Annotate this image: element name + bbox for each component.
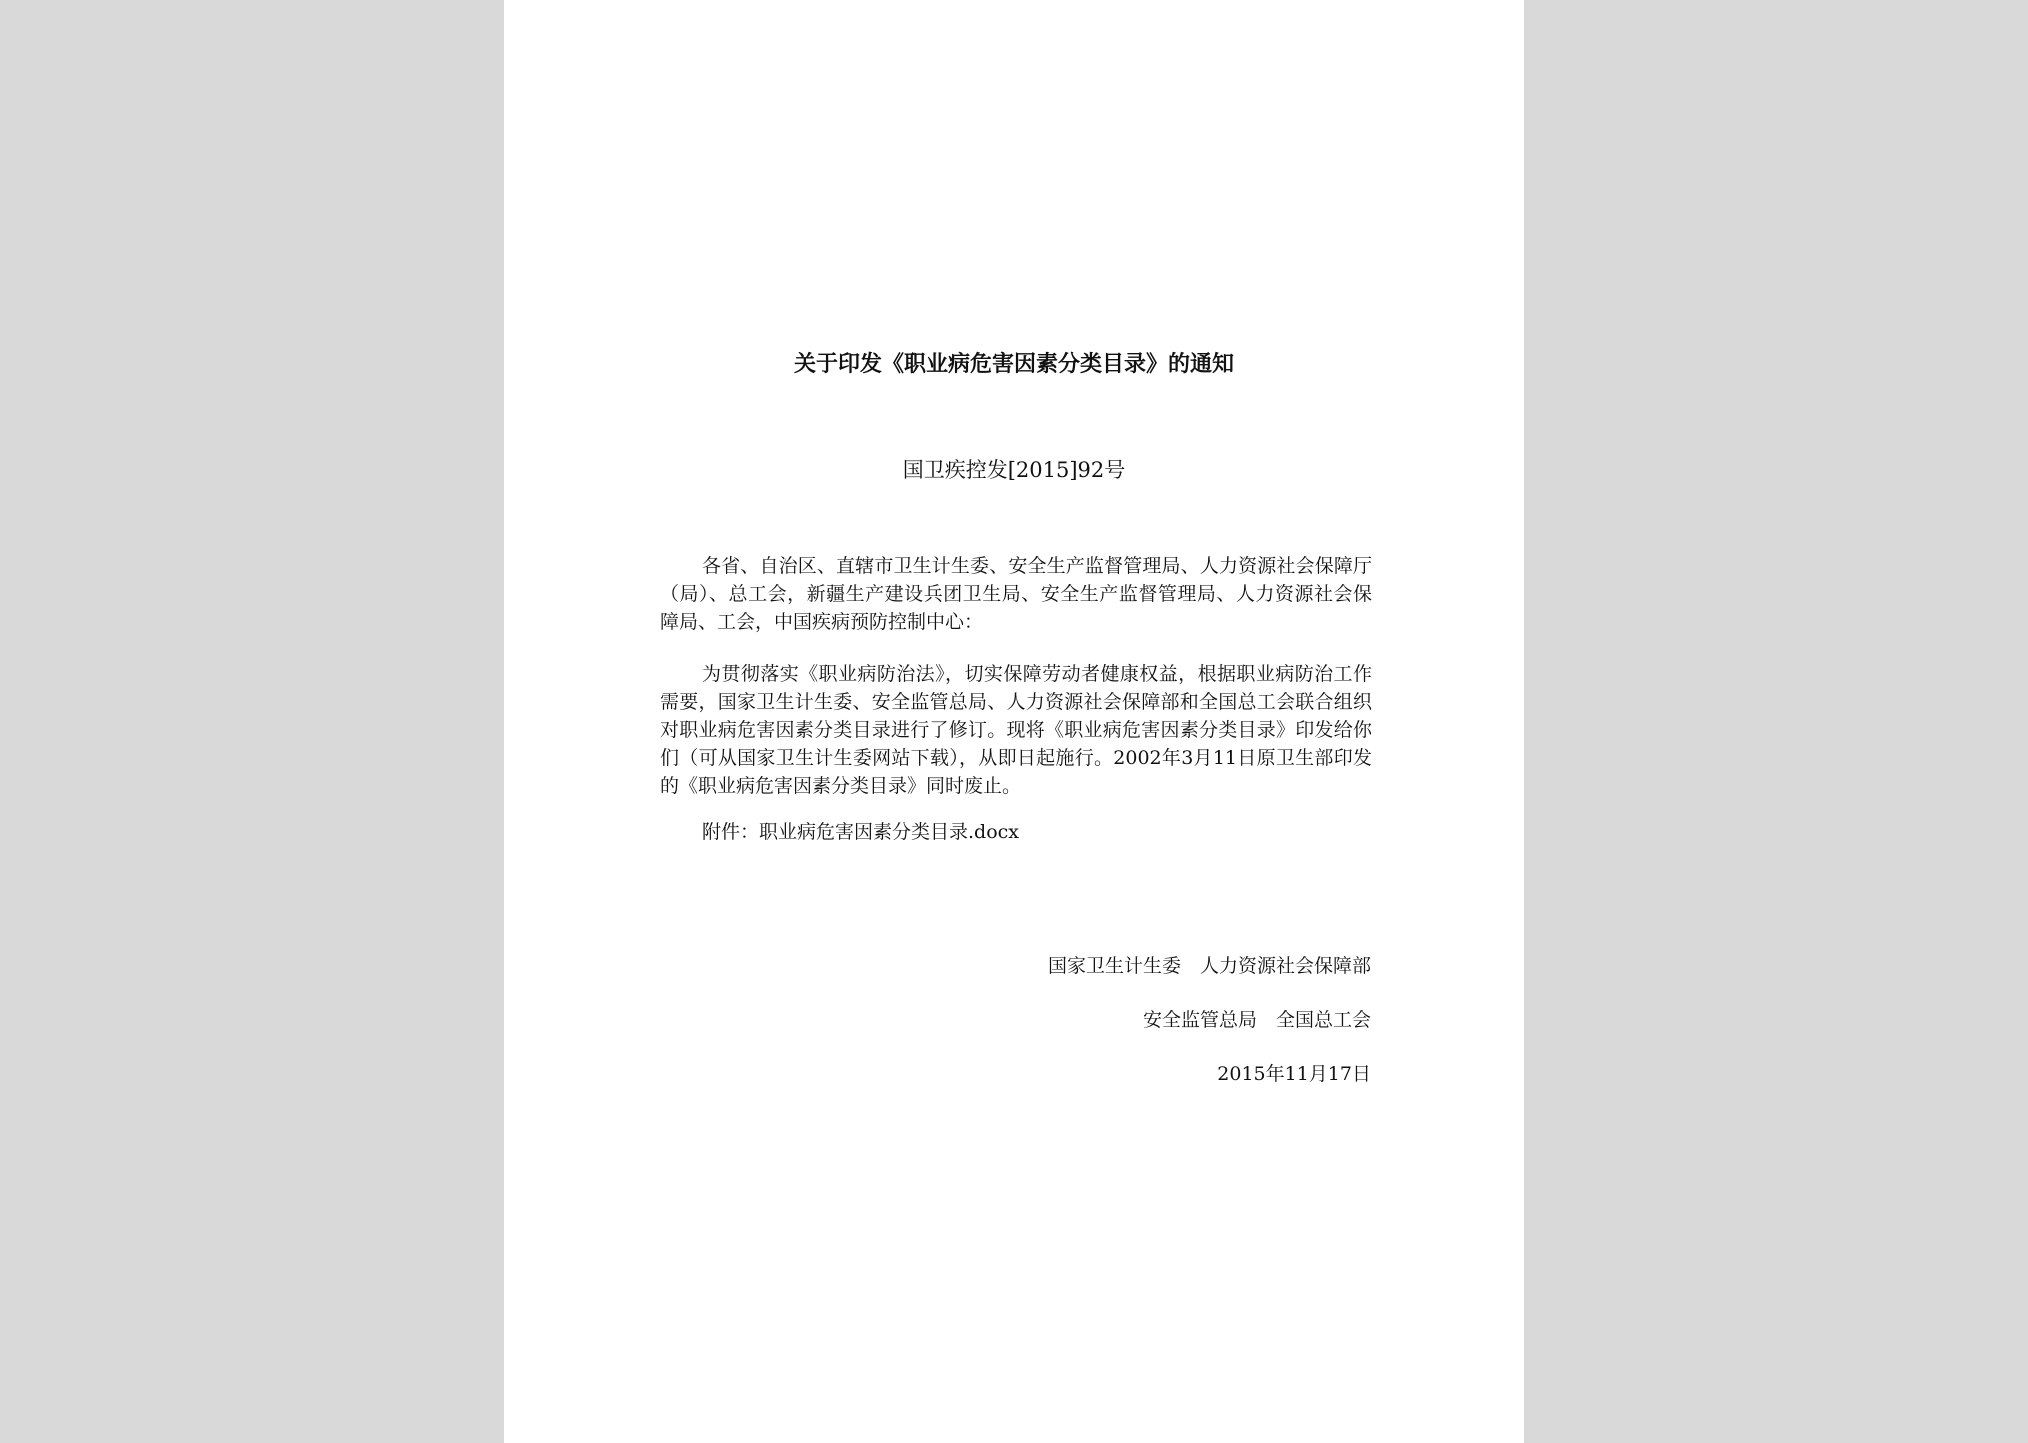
document-number: 国卫疾控发[2015]92号 (902, 458, 1126, 482)
attachment-link[interactable]: 附件：职业病危害因素分类目录.docx (702, 821, 1019, 843)
signatories-line-1: 国家卫生计生委 人力资源社会保障部 (1047, 955, 1371, 977)
issue-date: 2015年11月17日 (1217, 1063, 1371, 1085)
document-title: 关于印发《职业病危害因素分类目录》的通知 (793, 351, 1234, 377)
body-paragraph: 为贯彻落实《职业病防治法》，切实保障劳动者健康权益，根据职业病防治工作需要，国家卫生计生委、安全监管总局、人力资源社会保障部和全国总工会联合组织对职业病危害因素分类目录进行了修订。现将《职业病危害因素分类目录》印发给你们（可从国家卫生计生委网站下载），从即日起施行。2002年3月11日原卫生部印发的《职业病危害因素分类目录》同时废止。 (660, 663, 1372, 797)
document-page (504, 0, 1524, 1443)
addressee-paragraph: 各省、自治区、直辖市卫生计生委、安全生产监督管理局、人力资源社会保障厅（局）、总工会，新疆生产建设兵团卫生局、安全生产监督管理局、人力资源社会保障局、工会，中国疾病预防控制中心： (660, 555, 1372, 633)
signatories-line-2: 安全监管总局 全国总工会 (1142, 1009, 1371, 1031)
